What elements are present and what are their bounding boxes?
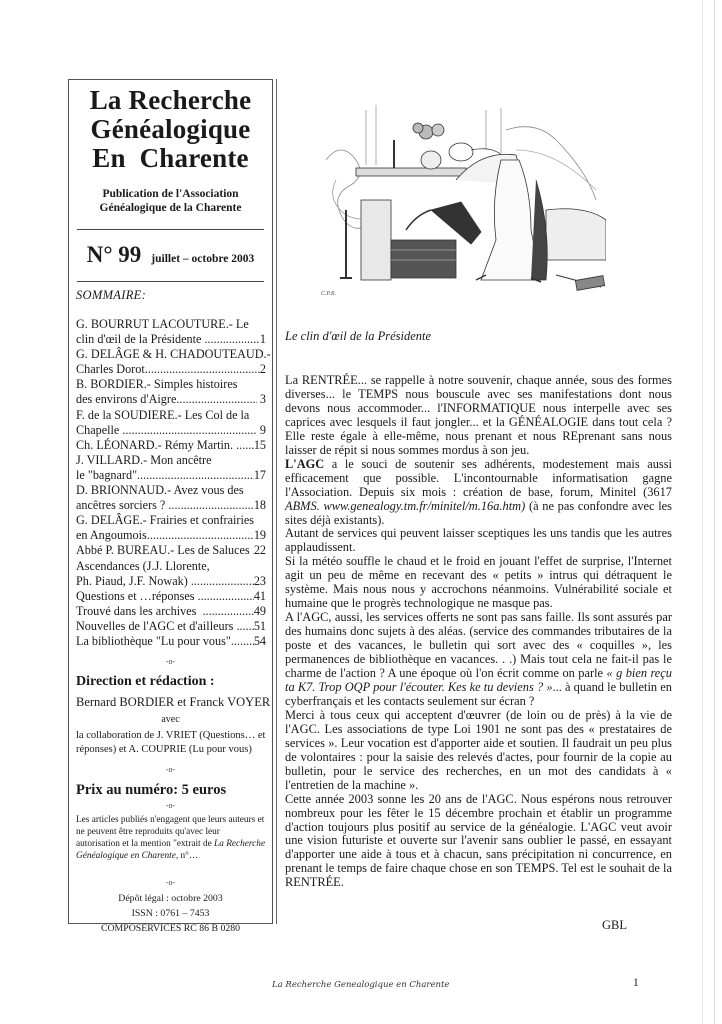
toc-entry: [76, 438, 266, 453]
article-paragraph: Cette année 2003 sonne les 20 ans de l'AGC. Nous espérons nous retrouver nombreux pour les fêter le 15 décembre prochain et établir un programme d'action toujours plus positif au service de la généalogie. L'AGC veut avoir une vision futuriste et ouverte sur l'avenir sans oublier le passé, en essayant d'apporter une aide à tous et à chacun, sans précipitation ni concurrence, en prenant le temps de faire chaque chose en son TEMPS. Tel est le souhait de la RENTRÉE.: [285, 791, 672, 890]
toc-leader-dots: [236, 619, 253, 634]
toc-entry-title: Ph. Piaud, J.F. Nowak): [76, 573, 191, 588]
toc-leader-dots: [176, 392, 257, 407]
toc-page-number: 1: [259, 332, 266, 347]
vase: [421, 151, 441, 169]
page-edge-line: [702, 0, 703, 1024]
toc-entry: [76, 634, 266, 649]
toc-entry-title: des environs d'Aigre: [76, 392, 177, 407]
toc-entry-line: [76, 528, 266, 543]
agc-bold: L'AGC: [285, 456, 325, 471]
paragraph-text: A l'AGC, aussi, les services offerts ne sont pas sans faille. Ils sont assurés par des humains donc sujets à des aléas. (service des commandes tributaires de la poste et des vacances, le bulletin qui sort avec des « coquilles », les permanences de bibliothèque en vacances. . .) Mais tout cela ne fait-il pas le charme de l'action ? A une époque où l'on écrit comme on parle: [285, 610, 672, 681]
subtitle-line: Publication de l'Association: [102, 188, 239, 200]
broom: [575, 276, 604, 291]
toc-leader-dots: [204, 332, 259, 347]
separator: -o-: [165, 657, 176, 667]
toc-page-number: 23: [253, 573, 266, 588]
toc-page-number: 9: [256, 422, 266, 437]
toc-entry: [76, 543, 266, 558]
issue-period: juillet – octobre 2003: [151, 253, 255, 265]
divider: [77, 281, 264, 282]
fireplace-grate: [391, 240, 456, 278]
author-signature: GBL: [602, 918, 627, 932]
toc-entry-title: La bibliothèque "Lu pour vous": [76, 633, 231, 648]
toc-entry: [76, 483, 266, 513]
toc-entry-title: Questions et …réponses: [76, 588, 198, 603]
toc-page-number: 54: [253, 633, 266, 648]
toc-entry-author: G. DELÂGE & H. CHADOUTEAUD.-: [76, 347, 271, 362]
disclaimer-title: La Recherche Généalogique en Charente: [76, 839, 266, 862]
toc-entry-title: en Angoumois: [76, 528, 147, 543]
price: Prix au numéro: 5 euros: [76, 782, 227, 799]
article-paragraph: [285, 458, 672, 528]
toc-entry-line: [76, 498, 266, 513]
toc-page-number: 17: [253, 467, 266, 482]
toc-leader-dots: [168, 498, 253, 513]
toc-entry-line: [76, 619, 266, 634]
divider: [77, 229, 264, 230]
fireplace-pillar: [361, 200, 391, 280]
toc-leader-dots: [202, 604, 253, 619]
toc-entry-title: Ch. LÉONARD.- Rémy Martin.: [76, 437, 237, 452]
toc-entry-line: [76, 634, 266, 649]
toc-entry-author: B. BORDIER.- Simples histoires: [76, 377, 238, 392]
toc-entry-line: [76, 423, 266, 438]
artist-signature: C.P.R.: [321, 291, 337, 297]
toc-entry-author: D. BRIONNAUD.- Avez vous des: [76, 483, 244, 498]
toc-entry-author: J. VILLARD.- Mon ancêtre: [76, 452, 212, 467]
toc-leader-dots: [198, 589, 254, 604]
separator: -o-: [165, 765, 176, 775]
toc-entry: [76, 347, 271, 377]
toc-leader-dots: [137, 468, 254, 483]
toc-entry-line: [76, 362, 266, 377]
toc-page-number: 18: [253, 498, 266, 513]
maid-head: [449, 143, 473, 161]
separator: -o-: [165, 801, 176, 811]
paragraph-text: a le souci de soutenir ses adhérents, modestement mais aussi efficacement que possible. L'incontournable informatisation gagne l'Association. Depuis six mois : création de base, forum, Minitel (3617: [285, 456, 672, 499]
toc-entry-line: [76, 574, 266, 589]
toc-entry-line: [76, 438, 266, 453]
toc-entry: [76, 559, 266, 589]
mantelpiece: [356, 168, 466, 176]
toc-entry: [76, 604, 266, 619]
paragraph-text: ... à quand le bulletin en cyberfrançais et les contacts seulement sur écran ?: [285, 679, 672, 708]
minitel-url: ABMS. www.genealogy.tm.fr/minitel/m.16a.htm): [285, 498, 526, 513]
illustration-maid-fireplace: [306, 100, 606, 300]
legal-info: [69, 891, 272, 936]
sommaire-heading: SOMMAIRE:: [76, 288, 147, 302]
toc-entry-author: F. de la SOUDIERE.- Les Col de la: [76, 407, 250, 422]
avec-label: avec: [161, 714, 180, 726]
toc-leader-dots: [145, 362, 260, 377]
toc-entry: [76, 619, 266, 634]
toc-entry-author: G. BOURRUT LACOUTURE.- Le: [76, 317, 249, 331]
paragraph-text: (à ne pas confondre avec les sites déjà existants).: [285, 498, 672, 527]
toc-entry: [76, 377, 266, 407]
article-body: [285, 374, 672, 890]
toc-page-number: 49: [253, 603, 266, 618]
toc-page-number: 41: [253, 588, 266, 603]
toc-entry-title: Nouvelles de l'AGC et d'ailleurs: [76, 618, 237, 633]
disclaimer: [76, 814, 266, 862]
toc-page-number: 19: [253, 528, 266, 543]
toc-entry-title: le "bagnard": [76, 467, 138, 482]
toc-entry-author: Ascendances (J.J. Llorente,: [76, 558, 210, 573]
toc-entry-line: [76, 468, 266, 483]
toc-entry-title: Charles Dorot: [76, 362, 145, 377]
toc-entry-author: G. DELÂGE.- Frairies et confrairies: [76, 513, 255, 528]
toc-entry-line: [76, 332, 266, 347]
footer-title: La Recherche Genealogique en Charente: [272, 980, 450, 990]
toc-entry-title: clin d'œil de la Présidente: [76, 332, 205, 347]
coffee-pot: [431, 202, 481, 244]
toc-leader-dots: [147, 528, 254, 543]
toc-page-number: 51: [253, 618, 266, 633]
toc-entry: [76, 589, 266, 604]
toc-entry: [76, 408, 266, 438]
toc-leader-dots: [122, 423, 256, 438]
toc-entry-title: Trouvé dans les archives: [76, 603, 203, 618]
issue-number: N° 99: [86, 242, 142, 267]
collaboration-text: la collaboration de J. VRIET (Questions… et réponses) et A. COUPRIE (Lu pour vous): [76, 730, 266, 756]
toc-entry: [76, 513, 266, 543]
article-paragraph: Si la météo souffle le chaud et le froid en jouant l'effet de surprise, l'Internet agit un peu de même en recevant des « petits » intrus qui détraquent le système. Mais nous nous y accrochons néanmoins. Vulnérabilité sociale et humaine que le progrès technologique ne masque pas.: [285, 554, 672, 611]
title-line: La Recherche: [89, 85, 252, 115]
issue-info: [69, 242, 272, 268]
toc-page-number: 3: [256, 392, 266, 407]
toc-entry-line: [76, 392, 266, 407]
article-paragraph: Merci à tous ceux qui acceptent d'œuvrer (de loin ou de près) à la vie de l'AGC. Les associations de type Loi 1901 ne sont pas des « prestataires de services ». Leur vocation est d'apporter aide et soutien. Il faudrait un peu plus de volontaires : pour la saisie des relevés d'actes, pour fournir de la copie au bulletin, pour le service des recherches, en un mot des candidats à « l'entretien de la machine ».: [285, 707, 672, 792]
toc-page-number: 22: [253, 543, 266, 558]
sofa: [546, 209, 606, 260]
toc-entry: [76, 317, 266, 347]
editors-names: Bernard BORDIER et Franck VOYER: [76, 695, 271, 710]
sms-quote: « g bien reçu ta K7. Trop OQP pour l'écouter. Kes ke tu deviens ? »: [285, 666, 673, 694]
article-caption: Le clin d'œil de la Présidente: [285, 329, 432, 343]
rc-number: COMPOSERVICES RC 86 B 0280: [100, 923, 241, 935]
article-paragraph: Autant de services qui peuvent laisser sceptiques les uns tandis que les autres applaudissent.: [285, 526, 672, 555]
toc-entry-title: ancêtres sorciers ?: [76, 498, 169, 513]
toc-leader-dots: [236, 438, 254, 453]
toc-entry: [76, 453, 266, 483]
page-edge-line: [714, 0, 715, 1024]
disclaimer-text: Les articles publiés n'engagent que leurs auteurs et ne peuvent être reproduits qu'avec leur autorisation et la mention "extrait de: [76, 815, 265, 850]
toc-entry-line: [76, 604, 266, 619]
issn: ISSN : 0761 – 7453: [131, 908, 210, 920]
article-paragraph: [285, 611, 672, 709]
disclaimer-end: , n°…: [175, 851, 199, 862]
toc-entry-line: [76, 589, 266, 604]
title-line: En Charente: [92, 143, 249, 173]
direction-heading: Direction et rédaction :: [76, 674, 215, 690]
article-paragraph: La RENTRÉE... se rappelle à notre souvenir, chaque année, sous des formes diverses... le TEMPS nous bouscule avec ses manifestations dont nous devons nous accommoder... l'INFORMATIQUE nous interpelle avec ses caprices avec lesquels il faut jongler... et la GÉNÉALOGIE dans tout cela ? Elle reste égale à elle-même, nous prenant et nous REprenant sans nous laisser de répit si nous sommes mordus à son jeu.: [285, 373, 672, 457]
table-of-contents: [76, 317, 271, 649]
toc-page-number: 2: [259, 362, 266, 377]
toc-entry-title: Abbé P. BUREAU.- Les de Saluces: [76, 543, 253, 558]
subtitle-line: Généalogique de la Charente: [99, 202, 242, 214]
publication-subtitle: [69, 187, 272, 215]
masthead-sidebar: [68, 79, 273, 935]
page-number: 1: [633, 977, 639, 989]
depot-legal: Dépôt légal : octobre 2003: [118, 893, 223, 905]
toc-entry-title: Chapelle: [76, 422, 123, 437]
toc-page-number: 15: [253, 437, 266, 452]
toc-entry-line: [76, 543, 266, 558]
toc-leader-dots: [191, 574, 254, 589]
title-line: Généalogique: [90, 114, 251, 144]
separator: -o-: [165, 878, 176, 888]
publication-title: [69, 86, 272, 173]
toc-leader-dots: [231, 634, 254, 649]
